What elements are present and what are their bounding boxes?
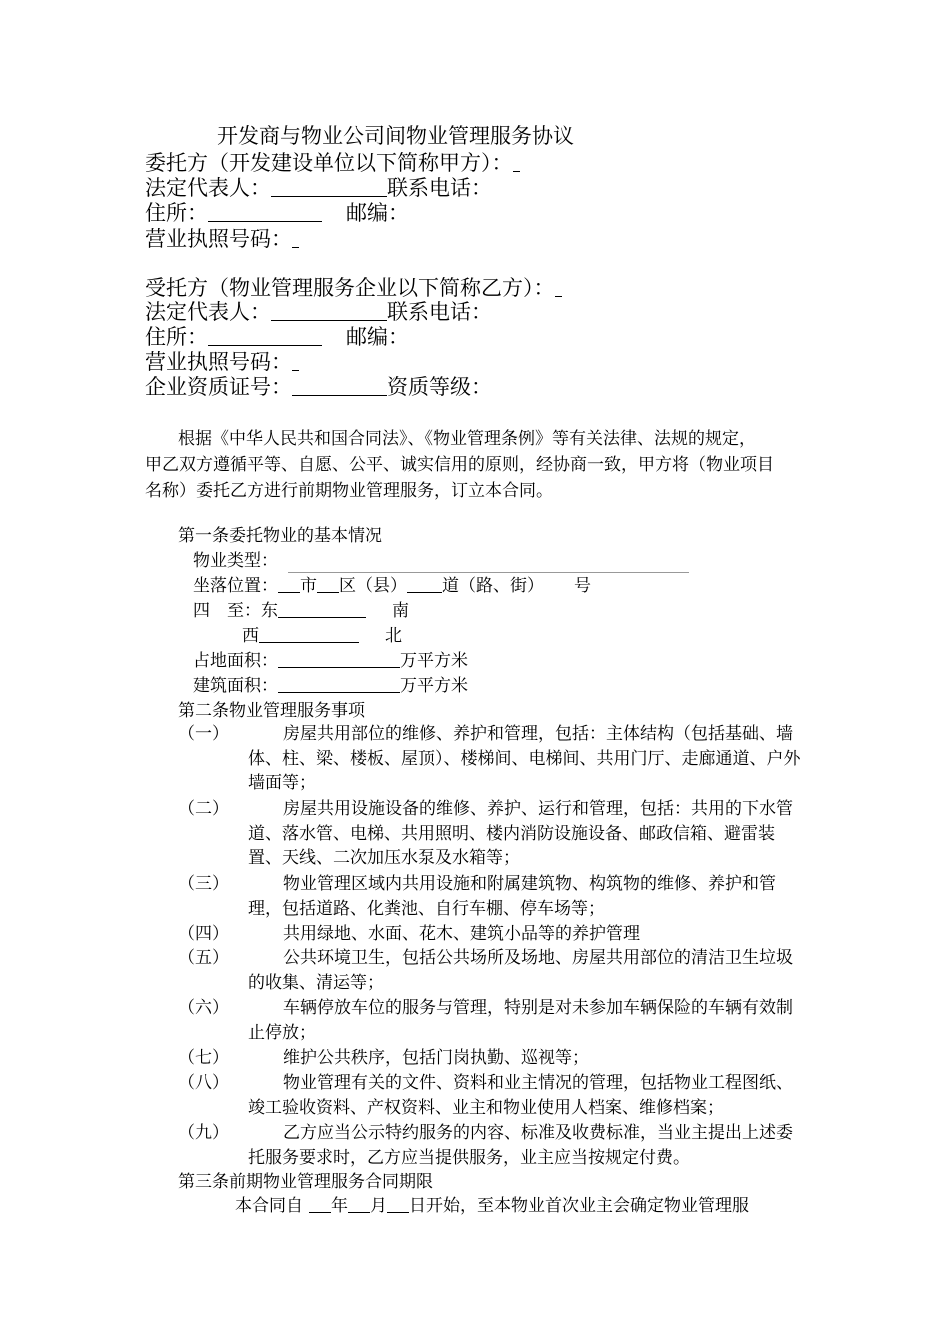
service-item <box>178 797 818 872</box>
service-item-number: （九） <box>178 1123 229 1143</box>
party-b-license-blank <box>292 349 299 371</box>
service-item-number: （一） <box>178 724 229 744</box>
service-item <box>178 922 818 947</box>
party-b-license-label: 营业执照号码： <box>145 350 292 374</box>
service-item <box>178 1071 818 1121</box>
city-blank <box>278 575 300 593</box>
number-label: 号 <box>574 576 591 596</box>
service-item-number: （五） <box>178 948 229 968</box>
district-label: 区（县） <box>339 576 407 596</box>
intro-line-3: 名称）委托乙方进行前期物业管理服务，订立本合同。 <box>145 481 553 501</box>
service-item-number: （八） <box>178 1073 229 1093</box>
party-a-license-label: 营业执照号码： <box>145 227 292 251</box>
party-a-address-blank <box>208 200 322 222</box>
location-row <box>193 574 591 598</box>
party-a-address-label: 住所： <box>145 201 208 225</box>
boundaries-row-2 <box>242 624 402 648</box>
service-item-number: （六） <box>178 998 229 1018</box>
land-area-label: 占地面积： <box>193 651 278 671</box>
property-type-row <box>193 549 278 573</box>
article-1-title: 第一条委托物业的基本情况 <box>178 526 382 546</box>
party-b-qual-row <box>145 374 492 400</box>
party-b-rep-row <box>145 299 492 325</box>
service-item-text: 共用绿地、水面、花木、建筑小品等的养护管理 <box>283 924 640 944</box>
service-item-text: 公共环境卫生，包括公共场所及场地、房屋共用部位的清洁卫生垃圾的收集、清运等； <box>248 948 793 993</box>
service-item-text: 车辆停放车位的服务与管理，特别是对未参加车辆保险的车辆有效制止停放； <box>248 998 793 1043</box>
party-a-rep-label: 法定代表人： <box>145 176 271 200</box>
party-a-name-blank <box>513 150 520 172</box>
service-item-text: 物业管理有关的文件、资料和业主情况的管理，包括物业工程图纸、竣工验收资料、产权资料、业主和物业使用人档案、维修档案； <box>248 1073 793 1118</box>
party-a-address-row <box>145 200 409 226</box>
west-label: 西 <box>242 626 259 646</box>
service-item-number: （四） <box>178 924 229 944</box>
service-item <box>178 722 818 797</box>
party-b-qual-cert-blank <box>292 374 387 396</box>
boundaries-row-1 <box>193 599 409 623</box>
year-blank <box>309 1195 331 1213</box>
service-item-number: （二） <box>178 799 229 819</box>
building-area-blank <box>278 675 400 693</box>
service-item-number: （七） <box>178 1048 229 1068</box>
intro-line-1: 根据《中华人民共和国合同法》、《物业管理条例》等有关法律、法规的规定， <box>178 429 756 449</box>
term-start-label: 本合同自 <box>235 1196 303 1216</box>
property-type-blank <box>288 572 689 573</box>
service-item <box>178 872 818 922</box>
party-b-rep-label: 法定代表人： <box>145 300 271 324</box>
month-blank <box>348 1195 370 1213</box>
service-item-text: 房屋共用设施设备的维修、养护、运行和管理，包括：共用的下水管道、落水管、电梯、共用照明、楼内消防设施设备、邮政信箱、避雷装置、天线、二次加压水泵及水箱等； <box>248 799 793 868</box>
article-2-title: 第二条物业管理服务事项 <box>178 701 365 721</box>
city-label: 市 <box>300 576 317 596</box>
land-area-unit: 万平方米 <box>400 651 468 671</box>
west-blank <box>259 625 359 643</box>
service-item <box>178 1121 818 1171</box>
party-b-label-text: 受托方（物业管理服务企业以下简称乙方）： <box>145 276 555 300</box>
party-a-rep-row <box>145 175 492 201</box>
service-item <box>178 1046 818 1071</box>
east-blank <box>278 600 366 618</box>
building-area-label: 建筑面积： <box>193 676 278 696</box>
party-b-rep-blank <box>271 299 387 321</box>
party-a-postcode-label: 邮编： <box>346 201 409 225</box>
district-blank <box>317 575 339 593</box>
party-b-qual-level-label: 资质等级： <box>387 375 492 399</box>
road-blank <box>407 575 442 593</box>
south-label: 南 <box>392 601 409 621</box>
term-row <box>235 1194 749 1218</box>
service-item-text: 乙方应当公示特约服务的内容、标准及收费标准，当业主提出上述委托服务要求时，乙方应当提供服务，业主应当按规定付费。 <box>248 1123 793 1168</box>
party-b-postcode-label: 邮编： <box>346 325 409 349</box>
service-item <box>178 946 818 996</box>
term-day-text: 日开始，至本物业首次业主会确定物业管理服 <box>409 1196 749 1216</box>
service-item <box>178 996 818 1046</box>
day-blank <box>387 1195 409 1213</box>
building-area-unit: 万平方米 <box>400 676 468 696</box>
party-b-qual-cert-label: 企业资质证号： <box>145 375 292 399</box>
service-item-text: 物业管理区域内共用设施和附属建筑物、构筑物的维修、养护和管理，包括道路、化粪池、自行车棚、停车场等； <box>248 874 776 919</box>
party-a-label-text: 委托方（开发建设单位以下简称甲方）： <box>145 151 513 175</box>
party-b-label <box>145 275 562 301</box>
party-a-rep-blank <box>271 175 387 197</box>
party-b-address-blank <box>208 324 322 346</box>
party-a-license-row <box>145 226 299 252</box>
party-a-license-blank <box>292 226 299 248</box>
article-3-title: 第三条前期物业管理服务合同期限 <box>178 1172 433 1192</box>
service-item-number: （三） <box>178 874 229 894</box>
year-label: 年 <box>331 1196 348 1216</box>
north-label: 北 <box>385 626 402 646</box>
party-a-label <box>145 150 520 176</box>
party-b-address-label: 住所： <box>145 325 208 349</box>
property-type-label: 物业类型： <box>193 551 278 571</box>
party-b-name-blank <box>555 275 562 297</box>
road-label: 道（路、街） <box>442 576 544 596</box>
service-item-text: 房屋共用部位的维修、养护和管理，包括：主体结构（包括基础、墙体、柱、梁、楼板、屋顶）、楼梯间、电梯间、共用门厅、走廊通道、户外墙面等； <box>248 724 801 793</box>
party-b-address-row <box>145 324 409 350</box>
intro-line-2: 甲乙双方遵循平等、自愿、公平、诚实信用的原则，经协商一致，甲方将（物业项目 <box>145 455 774 475</box>
boundaries-east-label: 四 至：东 <box>193 601 278 621</box>
month-label: 月 <box>370 1196 387 1216</box>
party-a-phone-label: 联系电话： <box>387 176 492 200</box>
service-item-text: 维护公共秩序，包括门岗执勤、巡视等； <box>283 1048 589 1068</box>
building-area-row <box>193 674 468 698</box>
land-area-row <box>193 649 468 673</box>
document-title: 开发商与物业公司间物业管理服务协议 <box>217 124 574 148</box>
land-area-blank <box>278 650 400 668</box>
location-label: 坐落位置： <box>193 576 278 596</box>
party-b-phone-label: 联系电话： <box>387 300 492 324</box>
party-b-license-row <box>145 349 299 375</box>
